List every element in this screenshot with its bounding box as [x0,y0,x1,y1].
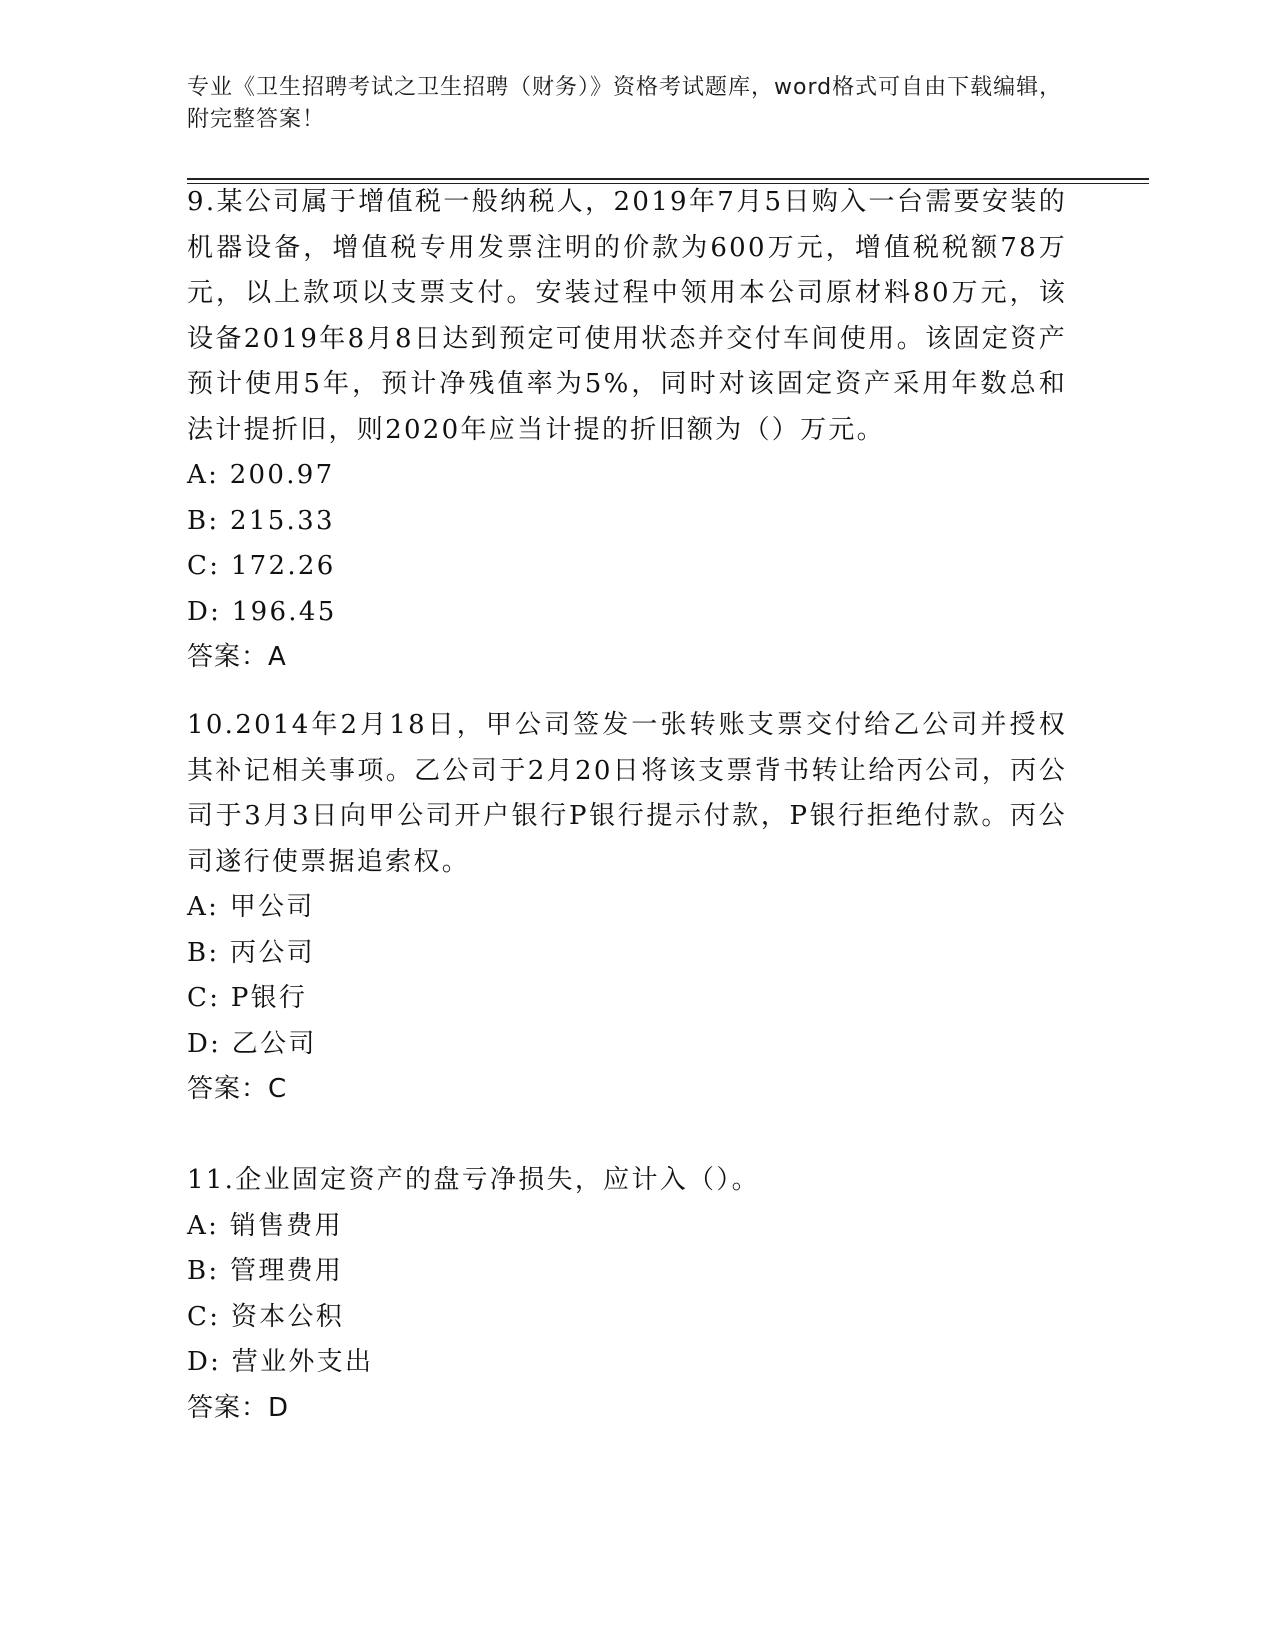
option-c: C: P银行 [187,983,308,1013]
option-a: A: 甲公司 [187,892,315,922]
answer-label: 答案：D [187,1392,290,1423]
option-b: B: 管理费用 [187,1256,344,1286]
option-a: A: 销售费用 [187,1210,343,1241]
question-stem: 11.企业固定资产的盘亏净损失，应计入（）。 [187,1165,760,1195]
option-c: C: 172.26 [187,551,336,581]
option-b: B: 丙公司 [187,937,315,968]
option-d: D: 196.45 [187,596,337,627]
document-header: 专业《卫生招聘考试之卫生招聘（财务）》资格考试题库，word格式可自由下载编辑，附完整答案！ [187,75,1063,132]
question-stem: 10.2014年2月18日，甲公司签发一张转账支票交付给乙公司并授权其补记相关事项。乙公司于2月20日将该支票背书转让给丙公司，丙公司于3月3日向甲公司开户银行P银行提示付款，P银行拒绝付款。丙公司遂行使票据追索权。 [187,710,1067,877]
option-d: D: 营业外支出 [187,1347,374,1377]
option-a: A: 200.97 [187,460,335,490]
answer-label: 答案：A [187,642,287,672]
answer-label: 答案：C [187,1074,288,1104]
question-9 [187,180,1067,681]
question-10 [187,703,1067,1113]
option-c: C: 资本公积 [187,1301,345,1332]
option-b: B: 215.33 [187,505,335,536]
question-stem: 9.某公司属于增值税一般纳税人，2019年7月5日购入一台需要安装的机器设备，增值税专用发票注明的价款为600万元，增值税税额78万元，以上款项以支票支付。安装过程中领用本公司原材料80万元，该设备2019年8月8日达到预定可使用状态并交付车间使用。该固定资产预计使用5年，预计净残值率为5%，同时对该固定资产采用年数总和法计提折旧，则2020年应当计提的折旧额为（）万元。 [187,187,1067,445]
question-11 [187,1158,1067,1431]
option-d: D: 乙公司 [187,1028,317,1059]
